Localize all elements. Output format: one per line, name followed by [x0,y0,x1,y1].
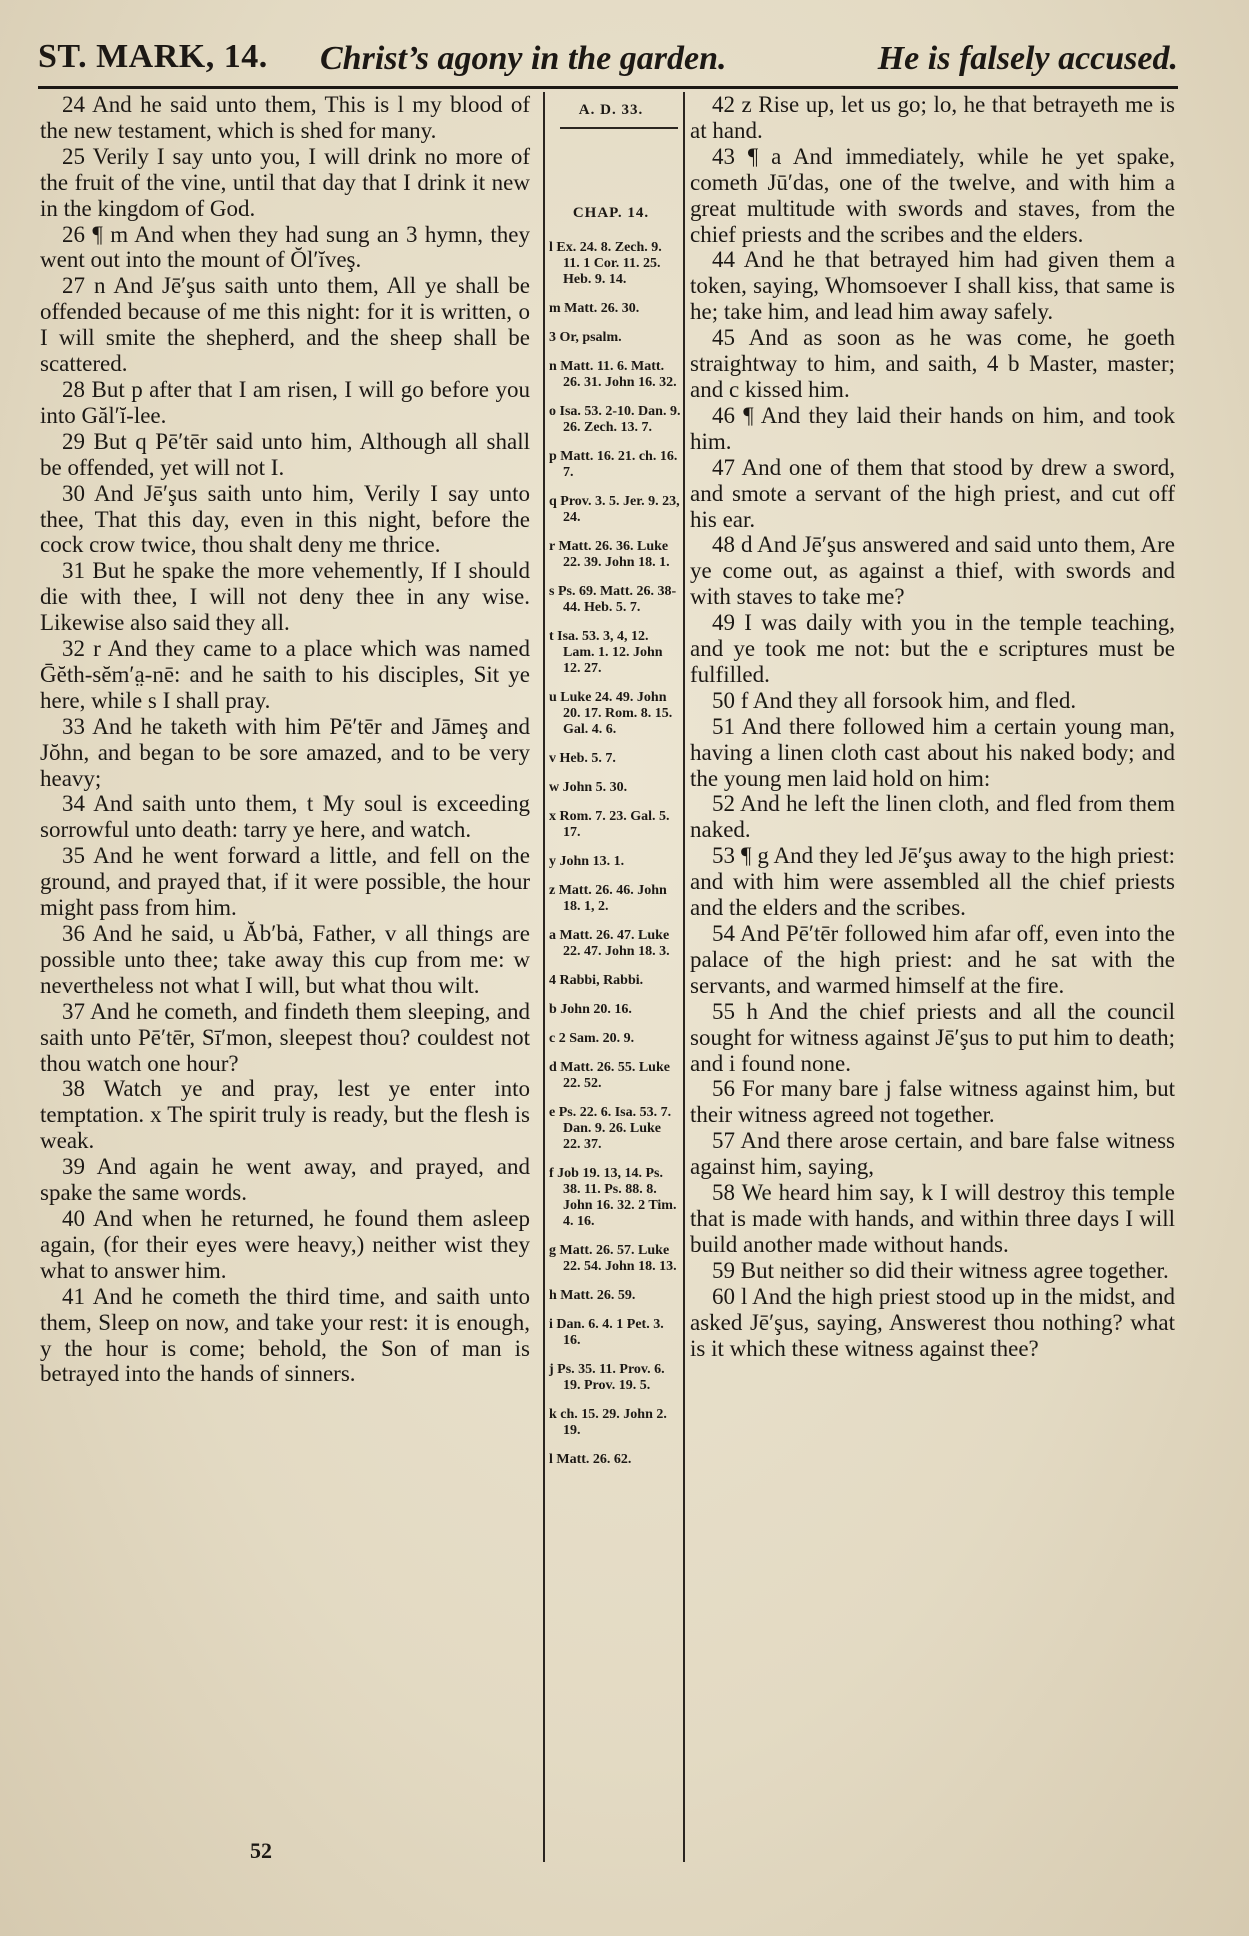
cross-ref: n Matt. 11. 6. Matt. 26. 31. John 16. 32. [549,359,677,390]
right-column [690,92,1175,1361]
verse-30: 30 And Jē′şus saith unto him, Verily I say unto thee, That this day, even in this night, before the cock crow twice, thou shalt deny me thrice. [40,480,530,558]
verse-53: 53 ¶ g And they led Jē′şus away to the high priest: and with him were assembled all the chief priests and the elders and the scribes. [690,843,1175,921]
cross-ref: f Job 19. 13, 14. Ps. 38. 11. Ps. 88. 8. John 16. 32. 2 Tim. 4. 16. [549,1166,677,1229]
verse-39: 39 And again he went away, and prayed, and spake the same words. [40,1154,530,1206]
verse-46: 46 ¶ And they laid their hands on him, and took him. [690,402,1175,454]
verse-55: 55 h And the chief priests and all the council sought for witness against Jē′şus to put him to death; and i found none. [690,998,1175,1076]
column-divider-right [683,92,685,1862]
cross-ref: l Matt. 26. 62. [549,1452,632,1467]
verse-45: 45 And as soon as he was come, he goeth straightway to him, and saith, 4 b Master, master; and c kissed him. [690,325,1175,402]
left-column [40,92,530,1387]
verse-33: 33 And he taketh with him Pē′tēr and Jāmeş and Jŏhn, and began to be sore amazed, and to be very heavy; [40,713,530,791]
cross-ref: y John 13. 1. [549,854,625,869]
cross-ref: o Isa. 53. 2-10. Dan. 9. 26. Zech. 13. 7. [549,404,681,435]
cross-ref: q Prov. 3. 5. Jer. 9. 23, 24. [549,494,680,525]
verse-59: 59 But neither so did their witness agree together. [712,1257,1169,1283]
verse-31: 31 But he spake the more vehemently, If I should die with thee, I will not deny thee in any wise. Likewise also said they all. [40,558,530,636]
verse-58: 58 We heard him say, k I will destroy this temple that is made with hands, and within three days I will build another made without hands. [690,1180,1175,1257]
verse-51: 51 And there followed him a certain young man, having a linen cloth cast about his naked body; and the young men laid hold on him: [690,713,1175,791]
cross-ref: u Luke 24. 49. John 20. 17. Rom. 8. 15. Gal. 4. 6. [549,690,673,737]
book-title: ST. MARK, 14. [38,38,268,75]
verse-54: 54 And Pē′tēr followed him afar off, even into the palace of the high priest: and he sat with the servants, and warmed himself at the fire. [690,921,1175,998]
cross-ref: a Matt. 26. 47. Luke 22. 47. John 18. 3. [549,928,670,959]
cross-ref: z Matt. 26. 46. John 18. 1, 2. [549,883,667,914]
cross-ref: p Matt. 16. 21. ch. 16. 7. [549,449,678,480]
page-number: 52 [250,1838,272,1863]
verse-36: 36 And he said, u Ăb′bȧ, Father, v all things are possible unto thee; take away this cup from me: w nevertheless not what I will, but what thou wilt. [40,921,530,998]
verse-57: 57 And there arose certain, and bare false witness against him, saying, [690,1128,1175,1180]
verse-24: 24 And he said unto them, This is l my blood of the new testament, which is shed for many. [40,92,530,143]
verse-43: 43 ¶ a And immediately, while he yet spake, cometh Jū′das, one of the twelve, and with him a great multitude with swords and staves, from the chief priests and the scribes and the elders. [690,143,1175,247]
verse-42: 42 z Rise up, let us go; lo, he that betrayeth me is at hand. [690,92,1175,143]
cross-ref: b John 20. 16. [549,1002,632,1017]
cross-ref: v Heb. 5. 7. [549,751,616,766]
verse-25: 25 Verily I say unto you, I will drink no more of the fruit of the vine, until that day that I drink it new in the kingdom of God. [40,143,530,221]
cross-ref: l Ex. 24. 8. Zech. 9. 11. 1 Cor. 11. 25. Heb. 9. 14. [549,240,662,287]
verse-44: 44 And he that betrayed him had given them a token, saying, Whomsoever I shall kiss, that same is he; take him, and lead him away safely. [690,247,1175,325]
verse-26: 26 ¶ m And when they had sung an 3 hymn, they went out into the mount of Ŏl′ĭveş. [40,221,530,273]
cross-ref: x Rom. 7. 23. Gal. 5. 17. [549,809,670,840]
verse-27: 27 n And Jē′şus saith unto them, All ye shall be offended because of me this night: for it is written, o I will smite the shepherd, and the sheep shall be scattered. [40,273,530,377]
verse-52: 52 And he left the linen cloth, and fled from them naked. [690,791,1175,843]
cross-ref: e Ps. 22. 6. Isa. 53. 7. Dan. 9. 26. Luke 22. 37. [549,1105,672,1152]
cross-ref: 4 Rabbi, Rabbi. [549,973,644,988]
cross-ref: w John 5. 30. [549,780,628,795]
cross-ref: s Ps. 69. Matt. 26. 38-44. Heb. 5. 7. [549,584,677,615]
verse-56: 56 For many bare j false witness against him, but their witness agreed not together. [690,1076,1175,1128]
verse-37: 37 And he cometh, and findeth them sleeping, and saith unto Pē′tēr, Sī′mon, sleepest thou? couldest not thou watch one hour? [40,998,530,1076]
topic-left: Christ’s agony in the garden. [320,40,727,77]
verse-38: 38 Watch ye and pray, lest ye enter into temptation. x The spirit truly is ready, but the flesh is weak. [40,1076,530,1154]
cross-ref: d Matt. 26. 55. Luke 22. 52. [549,1060,670,1091]
topic-right: He is falsely accused. [877,40,1178,77]
chapter-label: CHAP. 14. [572,205,650,221]
verse-60: 60 l And the high priest stood up in the midst, and asked Jē′şus, saying, Answerest thou nothing? what is it which these witness against thee? [690,1283,1175,1361]
cross-ref: g Matt. 26. 57. Luke 22. 54. John 18. 13. [549,1243,677,1274]
year-rule [560,127,678,129]
verse-47: 47 And one of them that stood by drew a sword, and smote a servant of the high priest, and cut off his ear. [690,454,1175,532]
verse-48: 48 d And Jē′şus answered and said unto them, Are ye come out, as against a thief, with swords and with staves to take me? [690,532,1175,610]
cross-ref: h Matt. 26. 59. [549,1288,636,1303]
verse-28: 28 But p after that I am risen, I will go before you into Găl′ĭ-lee. [40,376,530,428]
verse-50: 50 f And they all forsook him, and fled. [712,687,1077,713]
verse-34: 34 And saith unto them, t My soul is exceeding sorrowful unto death: tarry ye here, and watch. [40,791,530,843]
verse-35: 35 And he went forward a little, and fell on the ground, and prayed that, if it were possible, the hour might pass from him. [40,843,530,921]
verse-32: 32 r And they came to a place which was named Ḡĕth-sĕm′a̤-nē: and he saith to his disciples, Sit ye here, while s I shall pray. [40,636,530,713]
page-header [38,38,1178,86]
cross-references [541,240,681,1481]
header-rule [38,86,1178,89]
verse-41: 41 And he cometh the third time, and saith unto them, Sleep on now, and take your rest: it is enough, y the hour is come; behold, the Son of man is betrayed into the hands of sinners. [40,1283,530,1387]
cross-ref: r Matt. 26. 36. Luke 22. 39. John 18. 1. [549,539,670,570]
cross-ref: 3 Or, psalm. [549,330,622,345]
verse-49: 49 I was daily with you in the temple teaching, and ye took me not: but the e scriptures must be fulfilled. [690,610,1175,687]
cross-ref: j Ps. 35. 11. Prov. 6. 19. Prov. 19. 5. [549,1362,665,1393]
verse-40: 40 And when he returned, he found them asleep again, (for their eyes were heavy,) neither wist they what to answer him. [40,1205,530,1283]
cross-ref: i Dan. 6. 4. 1 Pet. 3. 16. [549,1317,664,1348]
verse-29: 29 But q Pē′tēr said unto him, Although all shall be offended, yet will not I. [40,428,530,480]
cross-ref: t Isa. 53. 3, 4, 12. Lam. 1. 12. John 12. 27. [549,629,663,676]
year-label: A. D. 33. [578,102,644,118]
cross-ref: m Matt. 26. 30. [549,301,640,316]
cross-ref: k ch. 15. 29. John 2. 19. [549,1407,667,1438]
cross-ref: c 2 Sam. 20. 9. [549,1031,635,1046]
